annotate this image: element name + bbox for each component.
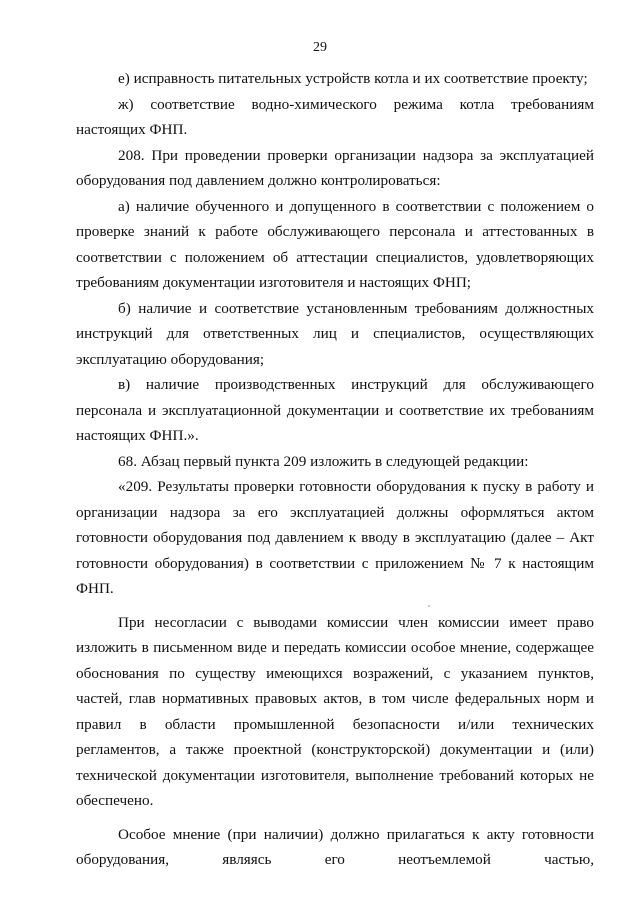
paragraph-item-zh: ж) соответствие водно-химического режима котла требованиям настоящих ФНП.	[76, 95, 594, 138]
paragraph-item-b: б) наличие и соответствие установленным требованиям должностных инструкций для ответственных лиц и специалистов, осуществляющих эксплуатацию оборудования;	[76, 299, 594, 368]
paragraph-68: 68. Абзац первый пункта 209 изложить в следующей редакции:	[118, 452, 529, 470]
paragraph-gap	[76, 602, 594, 610]
paragraph-gap	[76, 814, 594, 822]
paragraph-209: «209. Результаты проверки готовности оборудования к пуску в работу и организации надзора за его эксплуатацией должны оформляться актом готовности оборудования под давлением к вводу в эксплуатацию (далее – Акт готовности оборудования) в соответствии с приложением № 7 к настоящим ФНП.	[76, 478, 594, 597]
page-number: 29	[313, 40, 327, 55]
paragraph-208: 208. При проведении проверки организации надзора за эксплуатацией оборудования под давлением должно контролироваться:	[76, 146, 594, 189]
paragraph-item-a: а) наличие обученного и допущенного в соответствии с положением о проверке знаний к работе обслуживающего персонала и аттестованных в соответствии с положением об аттестации специалистов, удовлетворяющих требованиям документации изготовителя и настоящих ФНП;	[76, 197, 594, 291]
document-body	[76, 66, 594, 873]
paragraph-dissent: При несогласии с выводами комиссии член комиссии имеет право изложить в письменном виде и передать комиссии особое мнение, содержащее обоснования по существу имеющихся возражений, с указанием пунктов, частей, глав нормативных правовых актов, в том числе федеральных норм и правил в области промышленной безопасности и/или технических регламентов, а также проектной (конструкторской) документации и (или) технической документации изготовителя, выполнение требований которых не обеспечено.	[76, 613, 594, 809]
scan-speck	[428, 605, 430, 607]
paragraph-special-opinion: Особое мнение (при наличии) должно прилагаться к акту готовности оборудования, являясь его неотъемлемой частью,	[76, 825, 594, 868]
paragraph-item-v: в) наличие производственных инструкций для обслуживающего персонала и эксплуатационной документации и соответствие их требованиям настоящих ФНП.».	[76, 376, 594, 444]
paragraph-item-e: е) исправность питательных устройств котла и их соответствие проекту;	[118, 70, 588, 87]
